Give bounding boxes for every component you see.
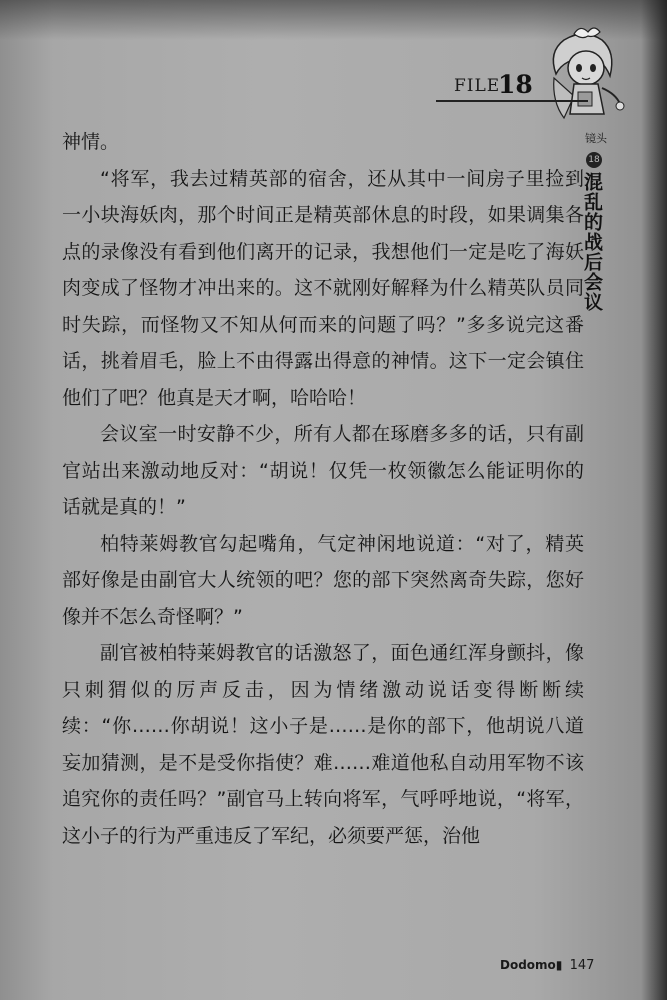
body-text — [62, 124, 584, 854]
chapter-title-vertical: 混乱的战后会议 — [581, 172, 603, 312]
chapter-number-badge: 18 — [586, 152, 602, 168]
side-section-label: 镜头 — [585, 132, 607, 145]
footer-brand-mark: ▮ — [555, 958, 563, 972]
file-label: FILE — [454, 76, 501, 96]
page-footer — [500, 958, 594, 973]
girl-mascot-illustration — [534, 22, 634, 122]
file-number: 18 — [498, 70, 533, 99]
footer-brand: Dodomo — [500, 958, 556, 972]
page-number: 147 — [569, 958, 595, 973]
paragraph-3: 柏特莱姆教官勾起嘴角，气定神闲地说道：“对了，精英部好像是由副官大人统领的吧？您的部下突然离奇失踪，您好像并不怎么奇怪啊？” — [62, 532, 584, 628]
paragraph-0: 神情。 — [62, 131, 120, 153]
paragraph-1: “将军，我去过精英部的宿舍，还从其中一间房子里捡到一小块海妖肉，那个时间正是精英部休息的时段，如果调集各点的录像没有看到他们离开的记录，我想他们一定是吃了海妖肉变成了怪物才冲出来的。这不就刚好解释为什么精英队员同时失踪，而怪物又不知从何而来的问题了吗？”多多说完这番话，挑着眉毛，脸上不由得露出得意的神情。这下一定会镇住他们了吧？他真是天才啊，哈哈哈！ — [62, 167, 584, 409]
paragraph-2: 会议室一时安静不少，所有人都在琢磨多多的话，只有副官站出来激动地反对：“胡说！仅凭一枚领徽怎么能证明你的话就是真的！” — [62, 423, 584, 518]
file-header — [436, 70, 588, 102]
right-edge-shadow — [641, 0, 667, 1000]
paragraph-4: 副官被柏特莱姆教官的话激怒了，面色通红浑身颤抖，像只刺猬似的厉声反击，因为情绪激动说话变得断断续续：“你……你胡说！这小子是……是你的部下，他胡说八道妄加猜测，是不是受你指使？难……难道他私自动用军物不该追究你的责任吗？”副官马上转向将军，气呼呼地说，“将军，这小子的行为严重违反了军纪，必须要严惩，治他 — [62, 642, 584, 847]
